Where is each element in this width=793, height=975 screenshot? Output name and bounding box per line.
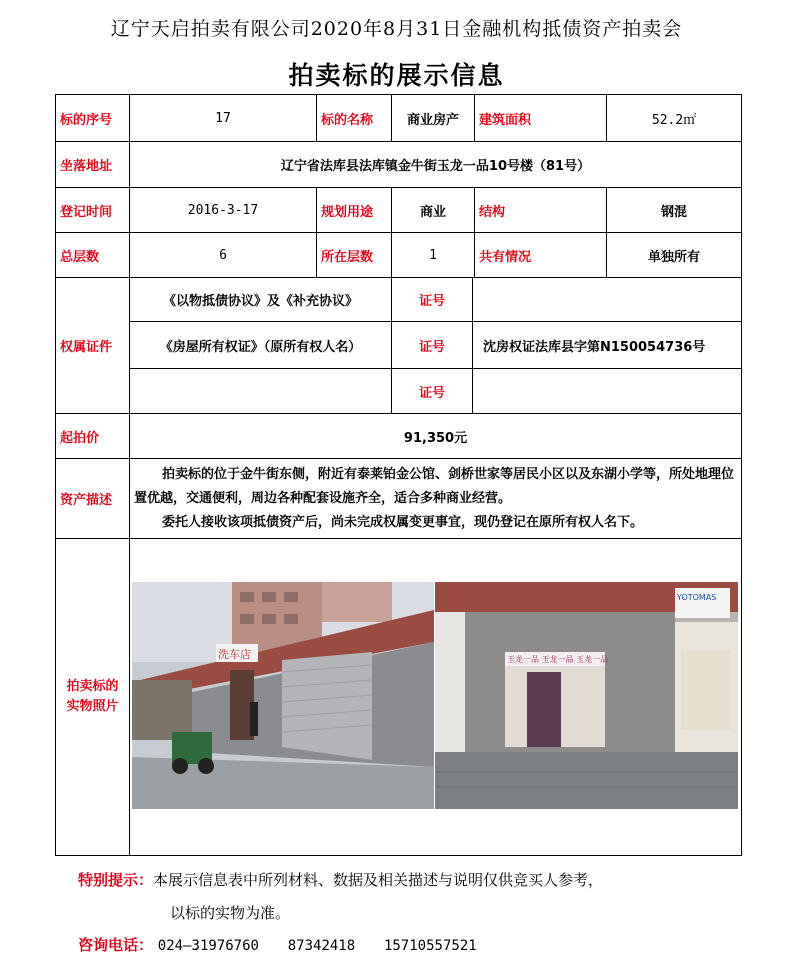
photos-cell bbox=[130, 539, 742, 856]
description-paragraph-1: 拍卖标的位于金牛街东侧，附近有泰莱铂金公馆、剑桥世家等居民小区以及东湖小学等，所处地理位置优越，交通便利，周边各种配套设施齐全，适合多种商业经营。 bbox=[134, 466, 735, 506]
value-lot-no: 17 bbox=[130, 95, 317, 142]
value-reg-time: 2016-3-17 bbox=[130, 188, 317, 233]
lot-info-table bbox=[55, 94, 742, 856]
row-description bbox=[56, 459, 742, 539]
contact-info bbox=[78, 934, 501, 955]
label-certs: 权属证件 bbox=[56, 278, 130, 414]
label-photos bbox=[56, 539, 130, 856]
row-cert-2 bbox=[56, 322, 742, 369]
value-area: 52.2㎡ bbox=[607, 95, 742, 142]
phone-1: 024—31976760 bbox=[157, 938, 259, 954]
note-text-1: 本展示信息表中所列材料、数据及相关描述与说明仅供竞买人参考， bbox=[153, 871, 604, 889]
label-description: 资产描述 bbox=[56, 459, 130, 539]
value-usage: 商业 bbox=[392, 188, 475, 233]
label-reg-time: 登记时间 bbox=[56, 188, 130, 233]
value-location: 辽宁省法库县法库镇金牛街玉龙一品10号楼（81号） bbox=[130, 142, 742, 188]
right-window-text: 玉龙一品 玉龙一品 玉龙一品 bbox=[507, 655, 609, 664]
value-floor: 1 bbox=[392, 233, 475, 278]
description-paragraph-2: 委托人接收该项抵债资产后，尚未完成权属变更事宜，现仍登记在原所有权人名下。 bbox=[162, 514, 644, 530]
row-cert-1 bbox=[56, 278, 742, 322]
label-cert-no-2: 证号 bbox=[392, 322, 473, 369]
label-floor: 所在层数 bbox=[317, 233, 392, 278]
label-total-floors: 总层数 bbox=[56, 233, 130, 278]
label-area: 建筑面积 bbox=[475, 95, 607, 142]
value-cert-3 bbox=[130, 369, 392, 414]
contact-label: 咨询电话： bbox=[78, 936, 154, 954]
auction-header: 辽宁天启拍卖有限公司2020年8月31日金融机构抵债资产拍卖会 bbox=[110, 18, 683, 40]
value-cert-no-2: 沈房权证法库县字第N150054736号 bbox=[473, 322, 742, 369]
label-cert-no-1: 证号 bbox=[392, 278, 473, 322]
row-lot bbox=[56, 95, 742, 142]
special-note bbox=[78, 870, 603, 890]
value-cert-2: 《房屋所有权证》（原所有权人名） bbox=[130, 322, 392, 369]
value-cert-1: 《以物抵债协议》及《补充协议》 bbox=[130, 278, 392, 322]
label-structure: 结构 bbox=[475, 188, 607, 233]
page-title: 拍卖标的展示信息 bbox=[288, 61, 505, 90]
label-location: 坐落地址 bbox=[56, 142, 130, 188]
phone-2: 87342418 bbox=[287, 938, 356, 954]
row-cert-3 bbox=[56, 369, 742, 414]
value-cert-no-3 bbox=[473, 369, 742, 414]
right-shop-sign: YOTOMAS bbox=[677, 593, 717, 602]
label-ownership: 共有情况 bbox=[475, 233, 607, 278]
label-photos-text: 拍卖标的实物照片 bbox=[66, 679, 119, 714]
value-cert-no-1 bbox=[473, 278, 742, 322]
row-location bbox=[56, 142, 742, 188]
row-start-price bbox=[56, 414, 742, 459]
value-total-floors: 6 bbox=[130, 233, 317, 278]
value-structure: 钢混 bbox=[607, 188, 742, 233]
label-lot-no: 标的序号 bbox=[56, 95, 130, 142]
label-start-price: 起拍价 bbox=[56, 414, 130, 459]
row-photos bbox=[56, 539, 742, 856]
value-description bbox=[130, 459, 742, 539]
value-start-price: 91,350元 bbox=[130, 414, 742, 459]
row-registration bbox=[56, 188, 742, 233]
note-text-2: 以标的实物为准。 bbox=[170, 904, 291, 922]
label-lot-name: 标的名称 bbox=[317, 95, 392, 142]
storefront-photo-left bbox=[132, 582, 434, 809]
phone-3: 15710557521 bbox=[383, 938, 477, 954]
row-floors bbox=[56, 233, 742, 278]
label-usage: 规划用途 bbox=[317, 188, 392, 233]
storefront-photo-right bbox=[435, 582, 738, 809]
label-cert-no-3: 证号 bbox=[392, 369, 473, 414]
note-label: 特别提示： bbox=[78, 871, 154, 889]
value-ownership: 单独所有 bbox=[607, 233, 742, 278]
value-lot-name: 商业房产 bbox=[392, 95, 475, 142]
left-shop-sign: 洗车店 bbox=[218, 648, 251, 661]
